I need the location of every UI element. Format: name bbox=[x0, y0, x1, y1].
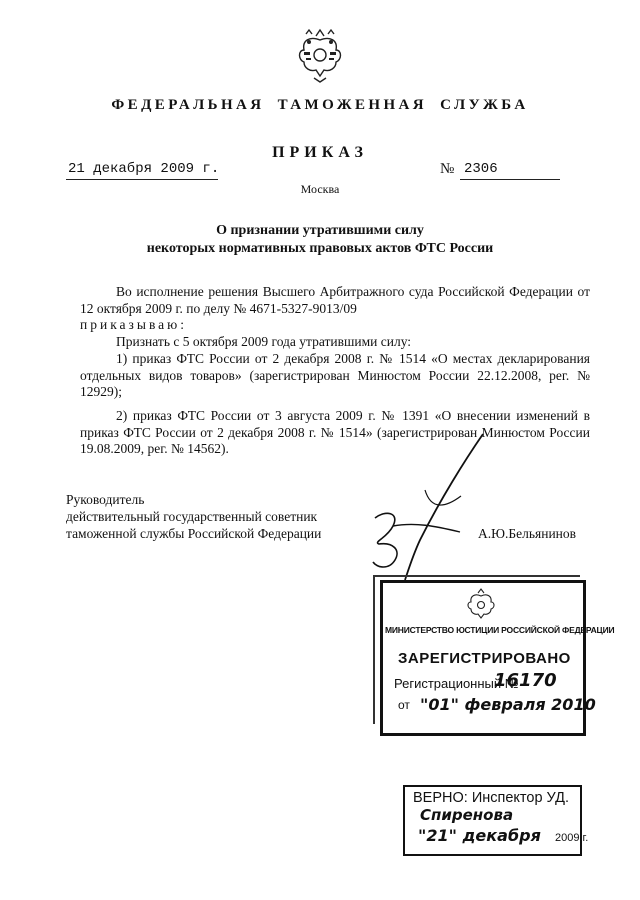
certified-date: "21" декабря bbox=[418, 826, 541, 845]
order-word: приказываю: bbox=[80, 317, 187, 332]
number-underline bbox=[460, 179, 560, 180]
stamp-emblem-icon bbox=[466, 588, 496, 622]
preamble-paragraph: Во исполнение решения Высшего Арбитражного суда Российской Федерации от 12 октября 2009 г. по делу № 4671-5327-9013/09 bbox=[80, 284, 590, 316]
stamp-reg-label: Регистрационный № bbox=[394, 676, 519, 691]
certified-year: 2009 г. bbox=[555, 832, 589, 844]
signatory-role: Руководитель bbox=[66, 492, 145, 507]
list-item-1: 1) приказ ФТС России от 2 декабря 2008 г. № 1514 «О местах декларирования отдельных видов товаров» (зарегистрирован Минюстом России 22.12.2008, рег. № 12929); bbox=[80, 351, 590, 399]
decision-paragraph: Признать с 5 октября 2009 года утратившими силу: bbox=[116, 334, 412, 349]
certified-signature: Спиренова bbox=[420, 806, 514, 824]
order-date: 21 декабря 2009 г. bbox=[68, 161, 220, 177]
certified-label: ВЕРНО: Инспектор УД. bbox=[413, 790, 569, 806]
signatory-rank-line-1: действительный государственный советник bbox=[66, 509, 318, 524]
number-sign: № bbox=[440, 161, 455, 177]
order-title bbox=[0, 222, 640, 258]
stamp-reg-date: "01" февраля 2010 bbox=[420, 695, 596, 714]
agency-name: ФЕДЕРАЛЬНАЯ ТАМОЖЕННАЯ СЛУЖБА bbox=[111, 97, 529, 113]
double-headed-eagle-emblem-icon bbox=[296, 28, 344, 84]
stamp-from-label: от bbox=[398, 698, 410, 712]
order-number: 2306 bbox=[464, 161, 498, 177]
handwritten-signature bbox=[365, 430, 495, 585]
stamp-registered: ЗАРЕГИСТРИРОВАНО bbox=[398, 650, 571, 667]
signatory-block bbox=[66, 491, 321, 542]
title-line-2: некоторых нормативных правовых актов ФТС России bbox=[146, 241, 494, 256]
stamp-ministry: МИНИСТЕРСТВО ЮСТИЦИИ РОССИЙСКОЙ ФЕДЕРАЦИИ bbox=[385, 625, 615, 635]
signatory-name: А.Ю.Бельянинов bbox=[478, 526, 577, 541]
stamp-reg-number: 16170 bbox=[494, 670, 557, 691]
date-underline bbox=[66, 179, 218, 180]
city: Москва bbox=[300, 182, 340, 196]
signatory-rank-line-2: таможенной службы Российской Федерации bbox=[66, 526, 322, 541]
document-type: ПРИКАЗ bbox=[272, 144, 368, 161]
title-line-1: О признании утратившими силу bbox=[216, 223, 424, 238]
list-item-2: 2) приказ ФТС России от 3 августа 2009 г. № 1391 «О внесении изменений в приказ ФТС России от 2 декабря 2008 г. № 1514» (зарегистрирован Минюстом России 19.08.2009, рег. № 14562). bbox=[80, 408, 590, 456]
